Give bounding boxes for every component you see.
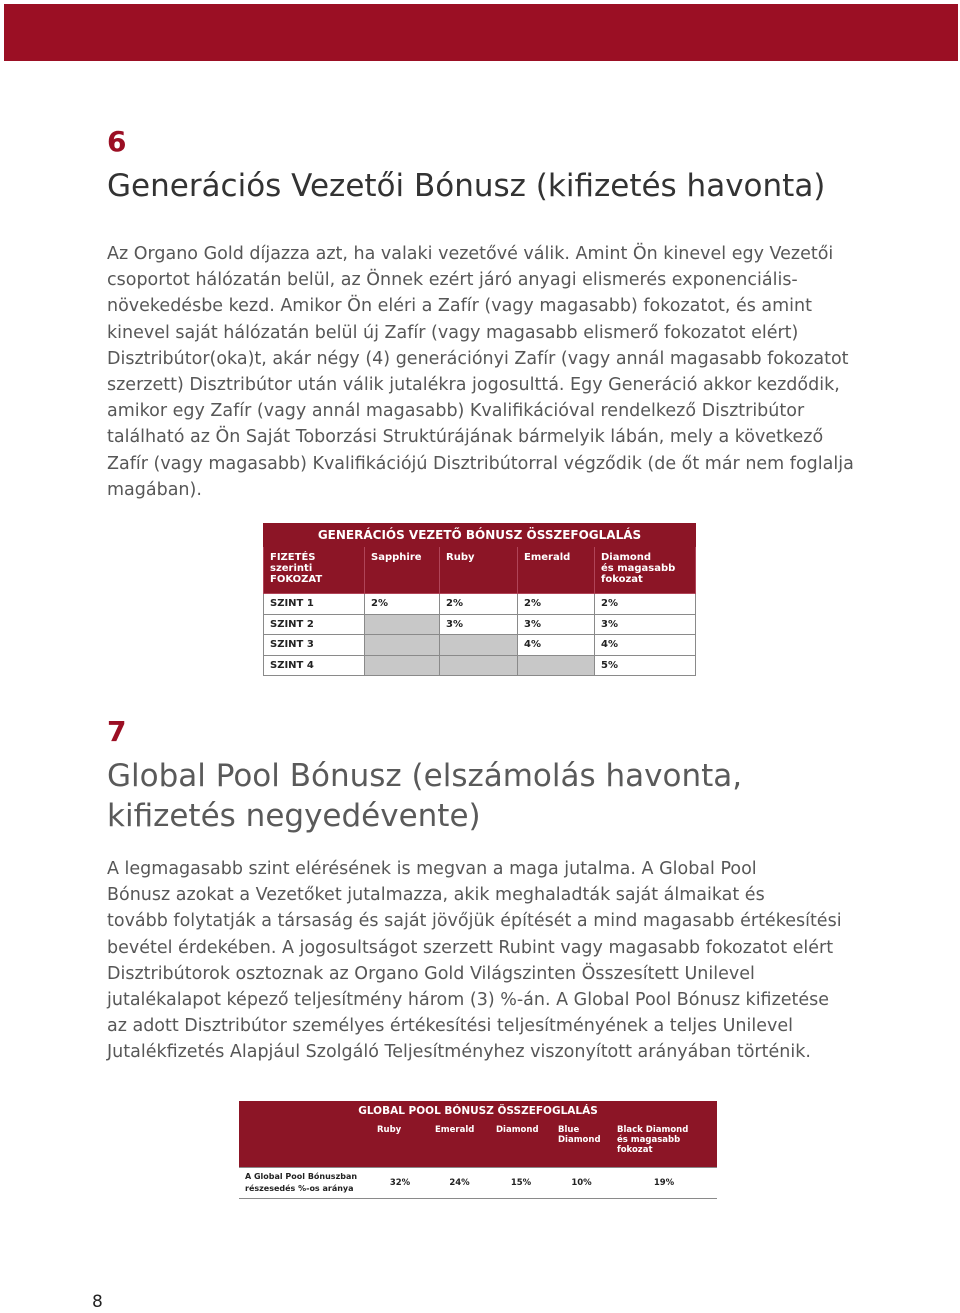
section-7 (107, 716, 867, 836)
section-6 (107, 126, 867, 206)
value-cell: 15% (490, 1168, 552, 1199)
table-row (264, 614, 696, 635)
level-cell: SZINT 3 (264, 635, 365, 656)
empty-cell (440, 655, 518, 676)
section-title: Global Pool Bónusz (elszámolás havonta, kifizetés negyedévente) (107, 758, 743, 834)
value-cell: 10% (552, 1168, 611, 1199)
section-number: 6 (107, 125, 127, 158)
empty-cell (518, 655, 595, 676)
empty-cell (365, 655, 440, 676)
header-cell: Ruby (371, 1121, 429, 1168)
section-7-paragraph: A legmagasabb szint elérésének is megvan a maga jutalma. A Global Pool Bónusz azokat a Vezetőket jutalmazza, akik meghaladták saját álmaikat és tovább folytatják a társaság és saját jövőjük építését a mind magasabb értékesítési bevétel érdekében. A jogosultságot szerzett Rubint vagy magasabb fokozatot elért Disztribútorok osztoznak az Organo Gold Világszinten Összesített Unilevel jutalékalapot képező teljesítmény három (3) %-án. A Global Pool Bónusz kifizetése az adott Disztribútor személyes értékesítési teljesítményének a teljes Unilevel Jutalékfizetés Alapjául Szolgáló Teljesítményhez viszonyított arányában történik. (107, 859, 842, 1063)
value-cell: 2% (365, 594, 440, 615)
empty-cell (440, 635, 518, 656)
table-header-row (239, 1121, 717, 1168)
section-6-paragraph: Az Organo Gold díjazza azt, ha valaki vezetővé válik. Amint Ön kinevel egy Vezetői csoportot hálózatán belül, az Önnek ezért járó anyagi elismerés exponenciális- növekedésbe kezd. Amikor Ön eléri a Zafír (vagy magasabb) fokozatot, és amint kinevel saját hálózatán belül új Zafír (vagy magasabb elismerő fokozatot elért) Disztribútor(oka)t, akár négy (4) generációnyi Zafír (vagy annál magasabb fokozatot szerzett) Disztribútor után válik jutalékra jogosulttá. Egy Generáció akkor kezdődik, amikor egy Zafír (vagy annál magasabb) Kvalifikációval rendelkező Disztribútor található az Ön Saját Toborzási Struktúrájának bármelyik lábán, mely a következő Zafír (vagy magasabb) Kvalifikációjú Disztribútorral végződik (de őt már nem foglalja magában). (107, 244, 854, 500)
table-title: GENERÁCIÓS VEZETŐ BÓNUSZ ÖSSZEFOGLALÁS (264, 524, 696, 547)
level-cell: SZINT 4 (264, 655, 365, 676)
value-cell: 2% (440, 594, 518, 615)
value-cell: 24% (429, 1168, 490, 1199)
header-bar (4, 4, 958, 61)
value-cell: 2% (518, 594, 595, 615)
header-cell (239, 1121, 371, 1168)
table-row (239, 1168, 717, 1199)
header-cell: Blue Diamond (552, 1121, 611, 1168)
header-cell: FIZETÉS szerinti FOKOZAT (264, 547, 365, 594)
empty-cell (365, 635, 440, 656)
section-title: Generációs Vezetői Bónusz (kifizetés havonta) (107, 168, 826, 204)
level-cell: SZINT 1 (264, 594, 365, 615)
global-pool-table (239, 1101, 717, 1199)
level-cell: SZINT 2 (264, 614, 365, 635)
header-cell: Sapphire (365, 547, 440, 594)
generational-bonus-table (263, 523, 696, 676)
empty-cell (365, 614, 440, 635)
header-cell: Emerald (518, 547, 595, 594)
value-cell: 2% (595, 594, 696, 615)
header-cell: Ruby (440, 547, 518, 594)
value-cell: 32% (371, 1168, 429, 1199)
value-cell: 3% (595, 614, 696, 635)
table-header-row (264, 547, 696, 594)
table-title: GLOBAL POOL BÓNUSZ ÖSSZEFOGLALÁS (239, 1101, 717, 1121)
value-cell: 19% (611, 1168, 717, 1199)
row-label: A Global Pool Bónuszban részesedés %-os aránya (239, 1168, 371, 1199)
header-cell: Black Diamond és magasabb fokozat (611, 1121, 717, 1168)
value-cell: 5% (595, 655, 696, 676)
page-number: 8 (92, 1292, 103, 1312)
value-cell: 3% (440, 614, 518, 635)
header-cell: Diamond (490, 1121, 552, 1168)
table-row (264, 635, 696, 656)
value-cell: 4% (518, 635, 595, 656)
value-cell: 4% (595, 635, 696, 656)
section-number: 7 (107, 715, 127, 748)
header-cell: Emerald (429, 1121, 490, 1168)
header-cell: Diamond és magasabb fokozat (595, 547, 696, 594)
table-row (264, 594, 696, 615)
value-cell: 3% (518, 614, 595, 635)
table-row (264, 655, 696, 676)
